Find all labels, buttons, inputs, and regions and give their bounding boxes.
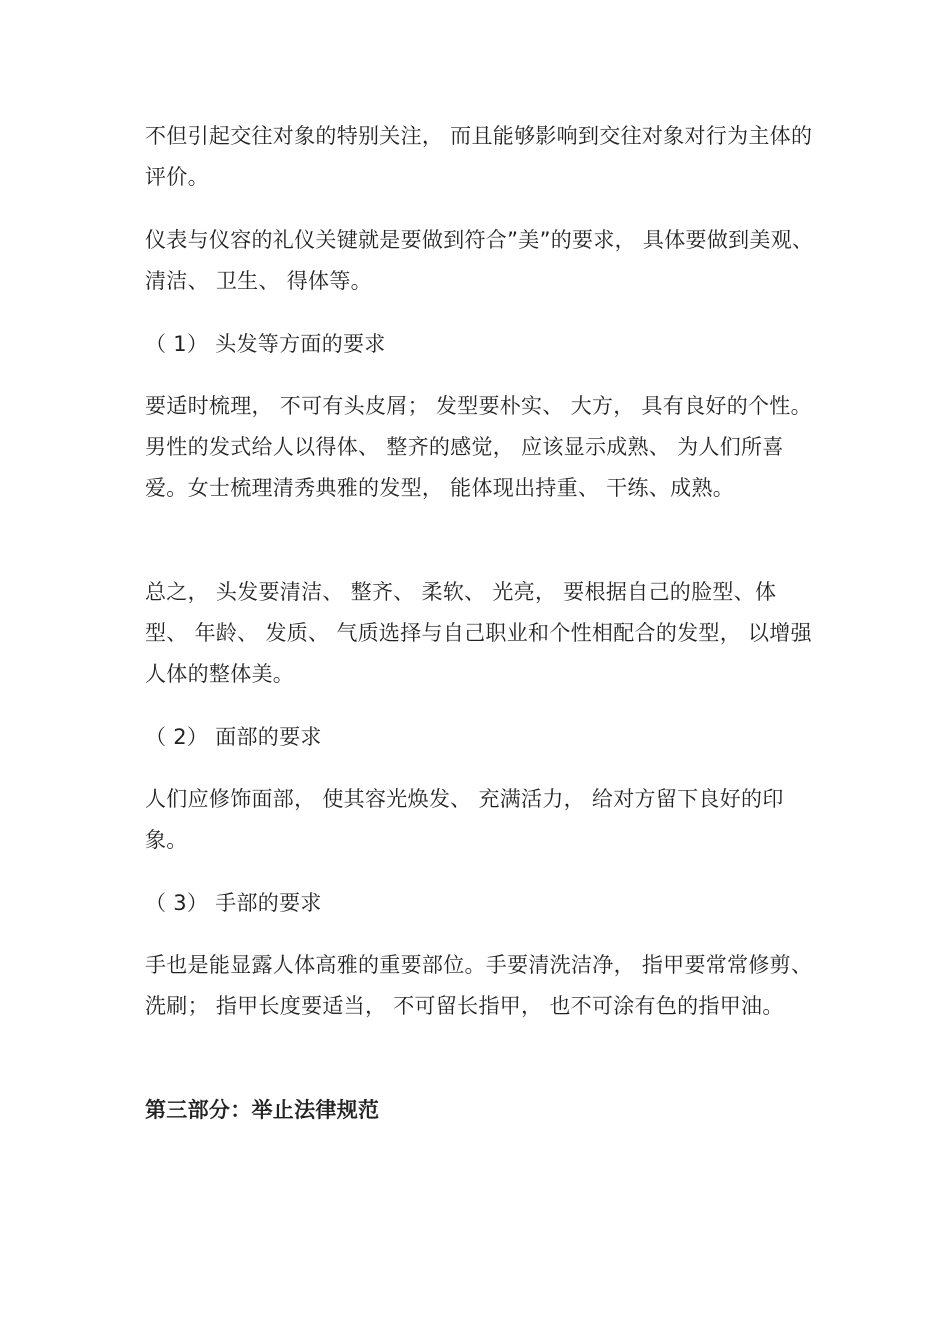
paragraph-hair-details: 要适时梳理， 不可有头皮屑； 发型要朴实、 大方， 具有良好的个性。男性的发式给人以得体、 整齐的感觉， 应该显示成熟、 为人们所喜爱。女士梳理清秀典雅的发型， 能体现出持重、 干练、成熟。 (145, 394, 812, 500)
heading-face-requirements: （ 2） 面部的要求 (145, 725, 322, 749)
section-title-part-three: 第三部分：举止法律规范 (145, 1098, 380, 1122)
paragraph-intro-continuation: 不但引起交往对象的特别关注， 而且能够影响到交往对象对行为主体的评价。 (145, 124, 813, 189)
paragraph-hair-summary: 总之， 头发要清洁、 整齐、 柔软、 光亮， 要根据自己的脸型、体型、 年龄、 发质、 气质选择与自己职业和个性相配合的发型， 以增强人体的整体美。 (145, 580, 812, 686)
heading-hair-requirements: （ 1） 头发等方面的要求 (145, 332, 386, 356)
paragraph-appearance-principle: 仪表与仪容的礼仪关键就是要做到符合”美”的要求， 具体要做到美观、 清洁、 卫生、 得体等。 (145, 228, 814, 293)
paragraph-hand-details: 手也是能显露人体高雅的重要部位。手要清洗洁净， 指甲要常常修剪、 洗刷； 指甲长度要适当， 不可留长指甲， 也不可涂有色的指甲油。 (145, 953, 813, 1018)
paragraph-face-details: 人们应修饰面部， 使其容光焕发、 充满活力， 给对方留下良好的印象。 (145, 787, 784, 852)
heading-hand-requirements: （ 3） 手部的要求 (145, 891, 322, 915)
